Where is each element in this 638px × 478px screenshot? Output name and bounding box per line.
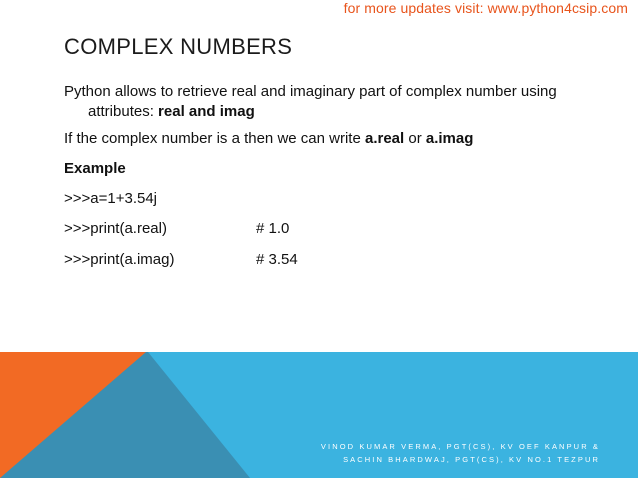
attr-imag: a.imag — [425, 129, 474, 147]
code-text: >>>a=1+3.54j — [64, 190, 158, 207]
footer-line-1: VINOD KUMAR VERMA, PGT(CS), KV OEF KANPUR & — [320, 442, 600, 451]
slide-title: COMPLEX NUMBERS — [64, 34, 293, 59]
website-note[interactable]: for more updates visit: www.python4csip.com — [343, 0, 628, 16]
example-label: Example — [64, 159, 126, 177]
code-text: >>>print(a.real) — [64, 220, 167, 238]
paragraph-attributes-text: Python allows to retrieve real and imaginary part of complex number using attributes: — [64, 83, 557, 121]
code-comment: # 1.0 — [256, 220, 290, 238]
footer-credits — [270, 441, 600, 467]
paragraph-example-text: If the complex number is a then we can write — [64, 129, 365, 147]
footer-line-2: SACHIN BHARDWAJ, PGT(CS), KV NO.1 TEZPUR — [343, 454, 600, 464]
paragraph-or: or — [404, 129, 426, 147]
code-comment: # 3.54 — [256, 250, 298, 268]
attr-real: a.real — [364, 129, 405, 147]
code-text: >>>print(a.imag) — [64, 250, 175, 268]
paragraph-attributes-bold: real and imag — [158, 103, 255, 121]
